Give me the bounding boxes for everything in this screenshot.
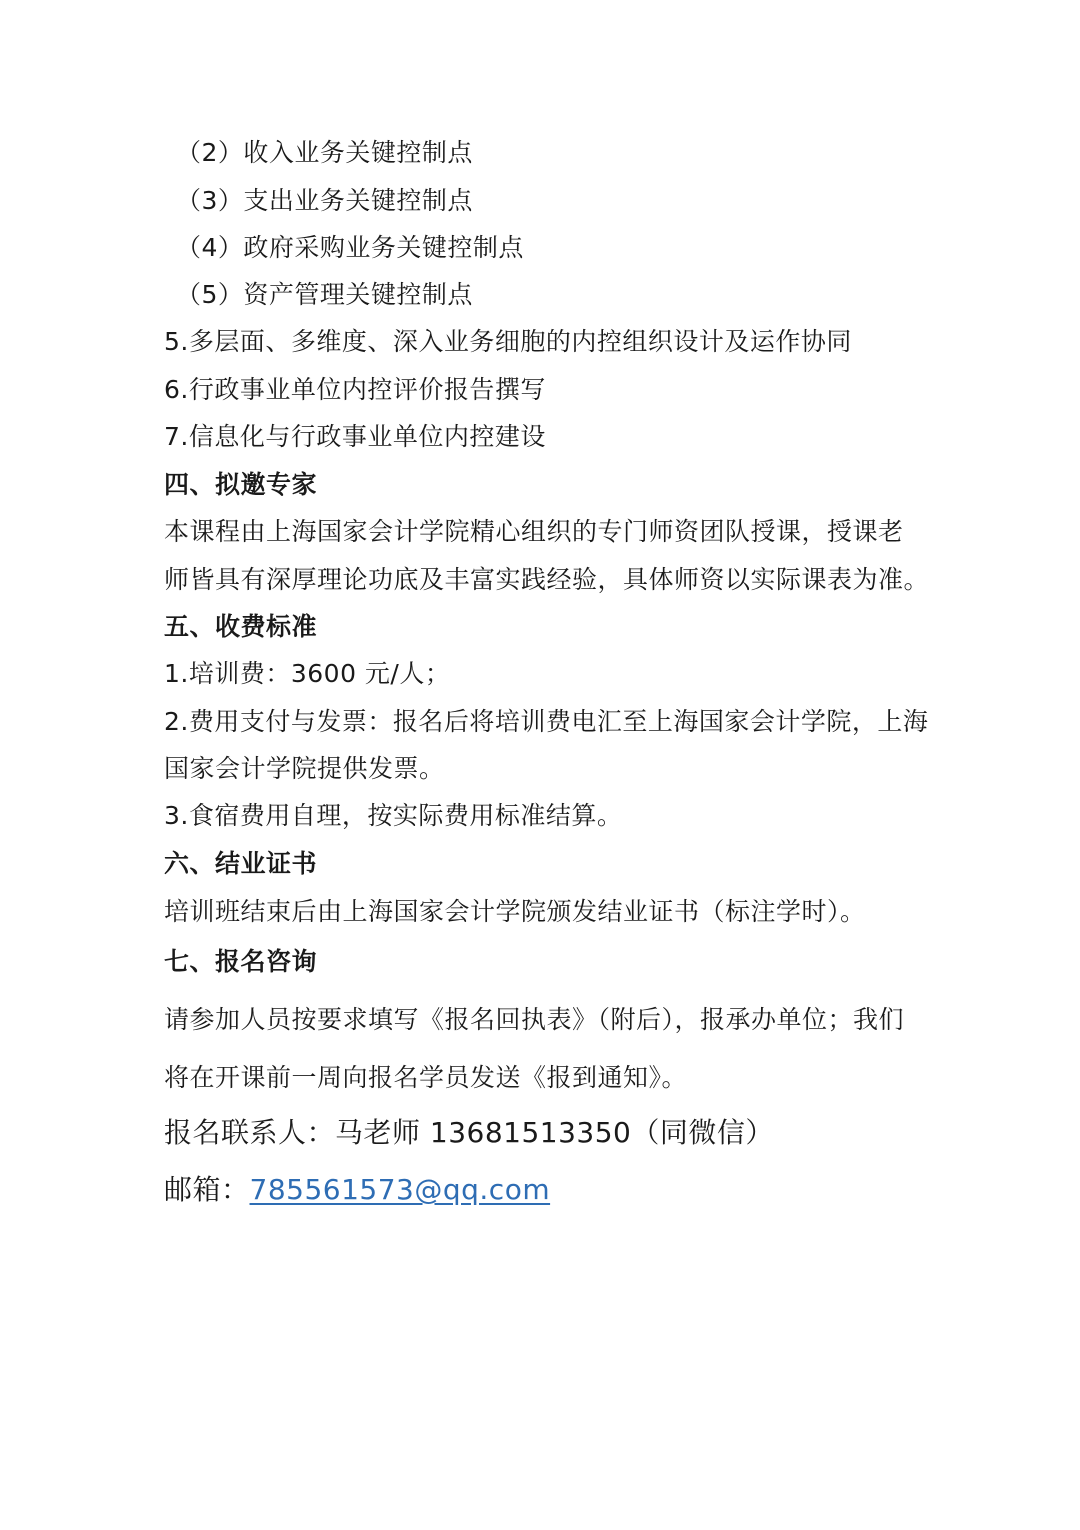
contact-person: 报名联系人：马老师 13681513350（同微信） bbox=[164, 1116, 774, 1149]
payment-invoice-line-2: 国家会计学院提供发票。 bbox=[164, 754, 445, 783]
list-item-asset-control: （5）资产管理关键控制点 bbox=[176, 280, 473, 309]
list-item-procurement-control: （4）政府采购业务关键控制点 bbox=[176, 233, 524, 262]
registration-line-1: 请参加人员按要求填写《报名回执表》（附后），报承办单位；我们 bbox=[164, 1005, 905, 1034]
email-link[interactable]: 785561573@qq.com bbox=[249, 1173, 551, 1206]
email-row bbox=[164, 1171, 944, 1209]
registration-line-2: 将在开课前一周向报名学员发送《报到通知》。 bbox=[164, 1063, 688, 1092]
section-heading-fees: 五、收费标准 bbox=[164, 612, 318, 641]
list-item-informatization: 7.信息化与行政事业单位内控建设 bbox=[164, 422, 546, 451]
fee-amount: 1.培训费：3600 元/人； bbox=[164, 659, 451, 688]
list-item-revenue-control: （2）收入业务关键控制点 bbox=[176, 138, 473, 167]
section-heading-experts: 四、拟邀专家 bbox=[164, 470, 318, 499]
email-label: 邮箱： bbox=[164, 1173, 250, 1206]
certificate-text: 培训班结束后由上海国家会计学院颁发结业证书（标注学时）。 bbox=[164, 897, 866, 926]
payment-invoice-line-1: 2.费用支付与发票：报名后将培训费电汇至上海国家会计学院，上海 bbox=[164, 707, 929, 736]
list-item-expenditure-control: （3）支出业务关键控制点 bbox=[176, 186, 473, 215]
list-item-evaluation-report: 6.行政事业单位内控评价报告撰写 bbox=[164, 375, 546, 404]
section-heading-registration: 七、报名咨询 bbox=[164, 947, 318, 976]
section-heading-certificate: 六、结业证书 bbox=[164, 849, 318, 878]
lodging-note: 3.食宿费用自理，按实际费用标准结算。 bbox=[164, 801, 623, 830]
list-item-organization-design: 5.多层面、多维度、深入业务细胞的内控组织设计及运作协同 bbox=[164, 327, 852, 356]
experts-paragraph-line-1: 本课程由上海国家会计学院精心组织的专门师资团队授课，授课老 bbox=[164, 517, 904, 546]
experts-paragraph-line-2: 师皆具有深厚理论功底及丰富实践经验，具体师资以实际课表为准。 bbox=[164, 565, 930, 594]
